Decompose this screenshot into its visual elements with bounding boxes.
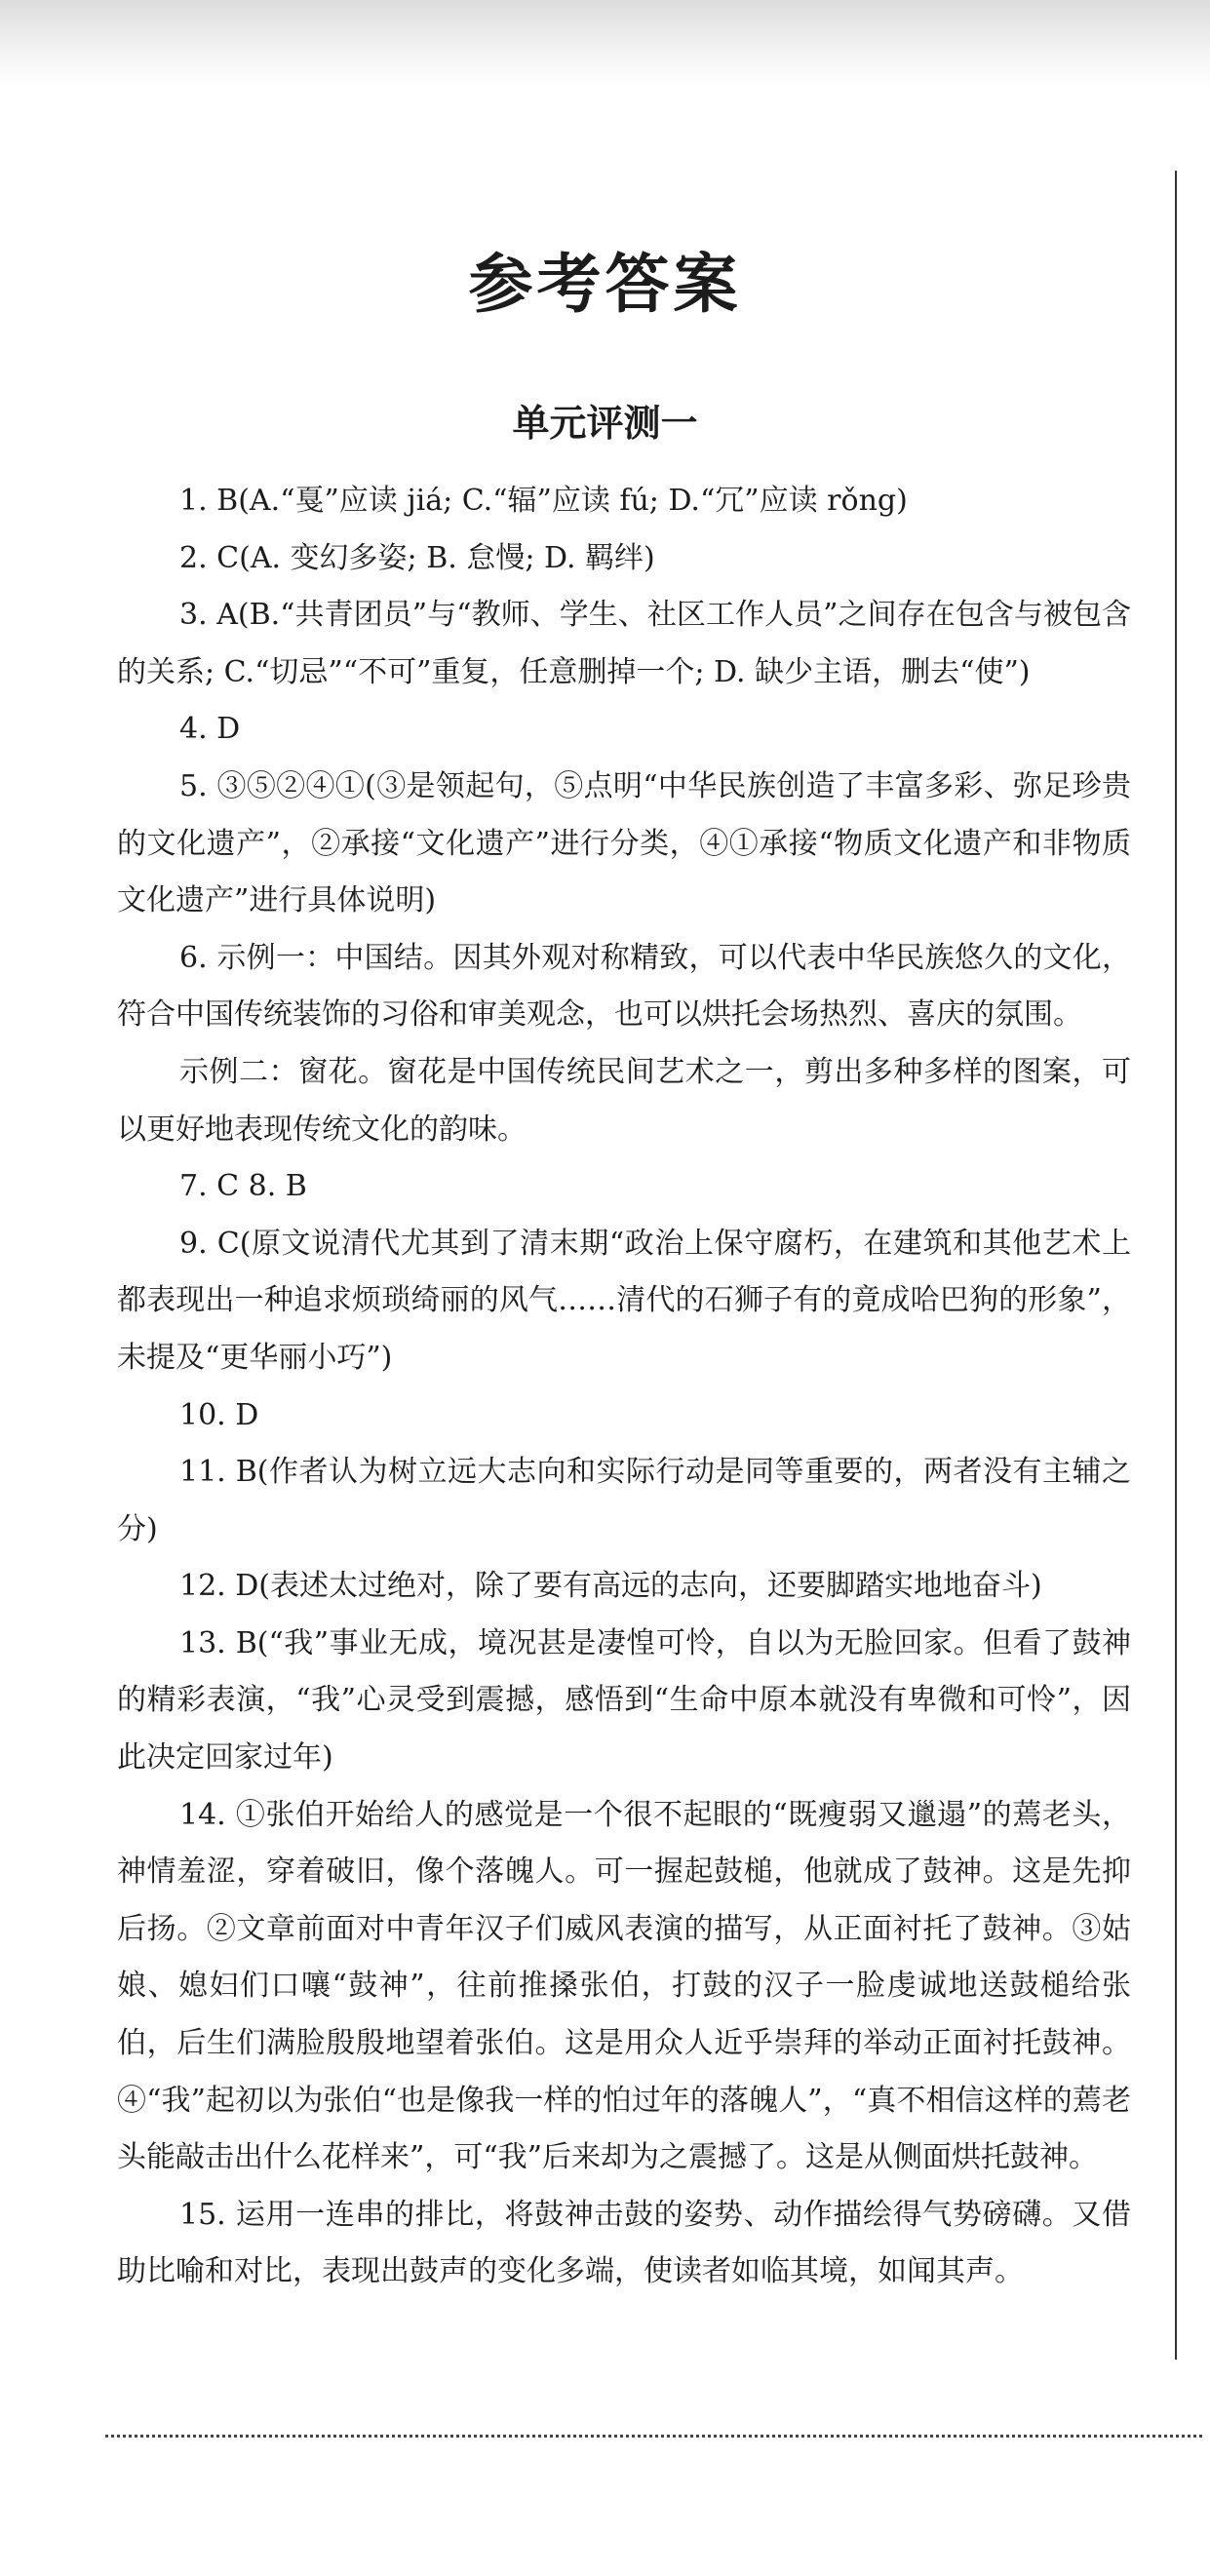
answer-item: 1. B(A.“戛”应读 jiá; C.“辐”应读 fú; D.“冗”应读 rǒng) — [179, 484, 908, 518]
answer-item: 14. ①张伯开始给人的感觉是一个很不起眼的“既瘦弱又邋遢”的蔫老头，神情羞涩，穿着破旧，像个落魄人。可一握起鼓槌，他就成了鼓神。这是先抑后扬。②文章前面对中青年汉子们威风表演的描写，从正面衬托了鼓神。③姑娘、媳妇们口嚷“鼓神”，往前推搡张伯，打鼓的汉子一脸虔诚地送鼓槌给张伯，后生们满脸殷殷地望着张伯。这是用众人近乎崇拜的举动正面衬托鼓神。④“我”起初以为张伯“也是像我一样的怕过年的落魄人”，“真不相信这样的蔫老头能敲击出什么花样来”，可“我”后来却为之震撼了。这是从侧面烘托鼓神。 — [117, 1797, 1131, 2175]
answer-item: 示例二：窗花。窗花是中国传统民间艺术之一，剪出多种多样的图案，可以更好地表现传统文化的韵味。 — [117, 1054, 1131, 1147]
answer-item: 2. C(A. 变幻多姿; B. 怠慢; D. 羁绊) — [179, 540, 655, 575]
bottom-dotted-rule — [105, 2435, 1202, 2438]
answer-item: 7. C 8. B — [179, 1169, 307, 1204]
answer-list — [117, 473, 1131, 2301]
answer-item: 11. B(作者认为树立远大志向和实际行动是同等重要的，两者没有主辅之分) — [117, 1455, 1131, 1546]
answer-item: 10. D — [179, 1397, 259, 1432]
answer-item: 13. B(“我”事业无成，境况甚是凄惶可怜，自以为无脸回家。但看了鼓神的精彩表演，“我”心灵受到震撼，感悟到“生命中原本就没有卑微和可怜”，因此决定回家过年) — [117, 1625, 1131, 1776]
answer-item: 3. A(B.“共青团员”与“教师、学生、社区工作人员”之间存在包含与被包含的关系; C.“切忌”“不可”重复，任意删掉一个; D. 缺少主语，删去“使”) — [117, 598, 1131, 689]
answer-item: 15. 运用一连串的排比，将鼓神击鼓的姿势、动作描绘得气势磅礴。又借助比喻和对比，表现出鼓声的变化多端，使读者如临其境，如闻其声。 — [117, 2197, 1131, 2289]
scan-top-shadow — [0, 0, 1210, 88]
answer-item: 12. D(表述太过绝对，除了要有高远的志向，还要脚踏实地地奋斗) — [179, 1569, 1042, 1604]
answer-item: 5. ③⑤②④①(③是领起句，⑤点明“中华民族创造了丰富多彩、弥足珍贵的文化遗产”，②承接“文化遗产”进行分类，④①承接“物质文化遗产和非物质文化遗产”进行具体说明) — [117, 768, 1131, 918]
answer-item: 9. C(原文说清代尤其到了清末期“政治上保守腐朽，在建筑和其他艺术上都表现出一种追求烦琐绮丽的风气……清代的石狮子有的竟成哈巴狗的形象”，未提及“更华丽小巧”) — [117, 1226, 1131, 1375]
page-title: 参考答案 — [468, 246, 742, 322]
right-margin-rule — [1175, 171, 1177, 2360]
section-title: 单元评测一 — [512, 402, 698, 445]
answer-item: 4. D — [179, 712, 241, 747]
answer-item: 6. 示例一：中国结。因其外观对称精致，可以代表中华民族悠久的文化，符合中国传统装饰的习俗和审美观念，也可以烘托会场热烈、喜庆的氛围。 — [117, 940, 1131, 1033]
